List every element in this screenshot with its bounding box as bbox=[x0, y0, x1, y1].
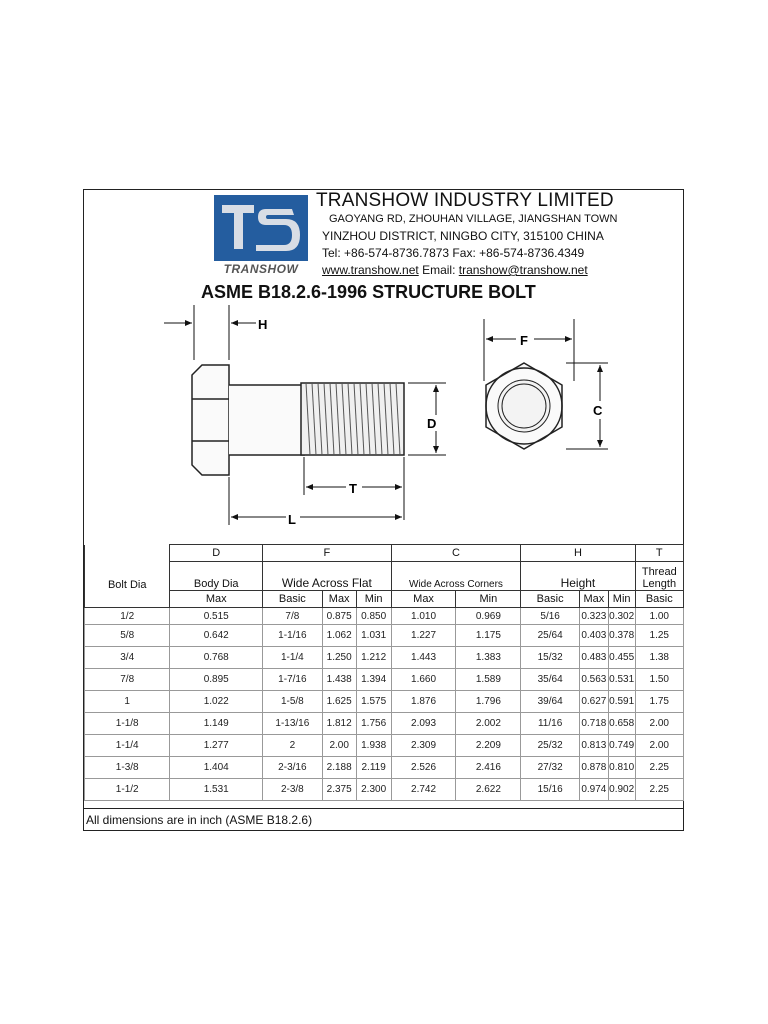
website-link[interactable]: www.transhow.net bbox=[322, 263, 419, 277]
cell-t-basic: 1.50 bbox=[635, 669, 683, 691]
sub-empty bbox=[85, 591, 170, 608]
cell-f-min: 0.850 bbox=[356, 608, 391, 625]
cell-c-max: 2.093 bbox=[391, 713, 456, 735]
cell-t-basic: 1.00 bbox=[635, 608, 683, 625]
cell-c-min: 1.589 bbox=[456, 669, 521, 691]
cell-f-max: 2.375 bbox=[322, 779, 356, 801]
cell-f-max: 2.00 bbox=[322, 735, 356, 757]
sub-f-max: Max bbox=[322, 591, 356, 608]
email-label: Email: bbox=[422, 263, 456, 277]
address-line-2: YINZHOU DISTRICT, NINGBO CITY, 315100 CHINA bbox=[322, 229, 604, 243]
cell-t-basic: 2.00 bbox=[635, 735, 683, 757]
cell-h-basic: 15/32 bbox=[521, 647, 580, 669]
cell-body-dia: 1.277 bbox=[170, 735, 263, 757]
cell-f-basic: 1-7/16 bbox=[263, 669, 323, 691]
table-body bbox=[85, 608, 684, 801]
standard-title: ASME B18.2.6-1996 STRUCTURE BOLT bbox=[201, 282, 536, 302]
cell-c-max: 2.526 bbox=[391, 757, 456, 779]
cell-t-basic: 1.25 bbox=[635, 625, 683, 647]
cell-f-min: 1.756 bbox=[356, 713, 391, 735]
cell-f-basic: 2 bbox=[263, 735, 323, 757]
cell-bolt-dia: 5/8 bbox=[85, 625, 170, 647]
col-group-c: C bbox=[391, 545, 521, 562]
cell-bolt-dia: 1/2 bbox=[85, 608, 170, 625]
cell-t-basic: 2.25 bbox=[635, 757, 683, 779]
cell-c-min: 1.383 bbox=[456, 647, 521, 669]
cell-t-basic: 2.00 bbox=[635, 713, 683, 735]
cell-f-max: 2.188 bbox=[322, 757, 356, 779]
cell-f-basic: 2-3/16 bbox=[263, 757, 323, 779]
sub-f-min: Min bbox=[356, 591, 391, 608]
cell-f-basic: 2-3/8 bbox=[263, 779, 323, 801]
transhow-logo bbox=[214, 195, 308, 261]
cell-f-max: 1.250 bbox=[322, 647, 356, 669]
cell-body-dia: 1.404 bbox=[170, 757, 263, 779]
sub-f-basic: Basic bbox=[263, 591, 323, 608]
cell-f-max: 1.812 bbox=[322, 713, 356, 735]
cell-h-basic: 39/64 bbox=[521, 691, 580, 713]
cell-body-dia: 0.895 bbox=[170, 669, 263, 691]
header-thread-length-line1: Thread bbox=[641, 566, 677, 578]
cell-bolt-dia: 1-1/2 bbox=[85, 779, 170, 801]
cell-c-min: 1.175 bbox=[456, 625, 521, 647]
cell-h-min: 0.810 bbox=[608, 757, 635, 779]
cell-bolt-dia: 1-1/4 bbox=[85, 735, 170, 757]
cell-h-min: 0.749 bbox=[608, 735, 635, 757]
cell-body-dia: 0.515 bbox=[170, 608, 263, 625]
cell-t-basic: 2.25 bbox=[635, 779, 683, 801]
logo-wordmark: TRANSHOW bbox=[223, 262, 299, 276]
cell-f-min: 1.031 bbox=[356, 625, 391, 647]
bolt-head bbox=[192, 365, 229, 475]
cell-h-min: 0.902 bbox=[608, 779, 635, 801]
table-row bbox=[85, 625, 684, 647]
header-bolt-dia: Bolt Dia bbox=[85, 562, 170, 591]
dim-h bbox=[164, 305, 256, 360]
sub-h-max: Max bbox=[579, 591, 608, 608]
table-group-row bbox=[85, 545, 684, 562]
cell-h-basic: 11/16 bbox=[521, 713, 580, 735]
dim-l bbox=[229, 477, 402, 525]
bolt-shank bbox=[229, 383, 404, 455]
header-thread-length bbox=[635, 562, 683, 591]
table-row bbox=[85, 691, 684, 713]
cell-f-min: 1.394 bbox=[356, 669, 391, 691]
sub-c-max: Max bbox=[391, 591, 456, 608]
cell-h-basic: 27/32 bbox=[521, 757, 580, 779]
cell-c-min: 2.416 bbox=[456, 757, 521, 779]
web-contact bbox=[322, 263, 588, 277]
cell-body-dia: 1.531 bbox=[170, 779, 263, 801]
header-wide-corners: Wide Across Corners bbox=[391, 562, 521, 591]
cell-t-basic: 1.75 bbox=[635, 691, 683, 713]
table-row bbox=[85, 647, 684, 669]
cell-h-max: 0.718 bbox=[579, 713, 608, 735]
cell-f-max: 1.625 bbox=[322, 691, 356, 713]
cell-f-basic: 7/8 bbox=[263, 608, 323, 625]
header-height: Height bbox=[521, 562, 635, 591]
cell-f-min: 1.938 bbox=[356, 735, 391, 757]
cell-body-dia: 0.768 bbox=[170, 647, 263, 669]
cell-c-min: 2.622 bbox=[456, 779, 521, 801]
table-row bbox=[85, 779, 684, 801]
col-group-f: F bbox=[263, 545, 392, 562]
cell-c-min: 2.209 bbox=[456, 735, 521, 757]
cell-f-basic: 1-1/4 bbox=[263, 647, 323, 669]
footer-note: All dimensions are in inch (ASME B18.2.6) bbox=[84, 808, 684, 830]
cell-h-max: 0.627 bbox=[579, 691, 608, 713]
cell-h-max: 0.974 bbox=[579, 779, 608, 801]
cell-c-max: 1.876 bbox=[391, 691, 456, 713]
cell-c-max: 1.010 bbox=[391, 608, 456, 625]
label-t: T bbox=[349, 481, 357, 496]
cell-bolt-dia: 1 bbox=[85, 691, 170, 713]
cell-bolt-dia: 1-3/8 bbox=[85, 757, 170, 779]
cell-f-max: 1.062 bbox=[322, 625, 356, 647]
table-row bbox=[85, 735, 684, 757]
cell-f-basic: 1-13/16 bbox=[263, 713, 323, 735]
address-line-1: GAOYANG RD, ZHOUHAN VILLAGE, JIANGSHAN TOWN bbox=[329, 213, 618, 225]
header-thread-length-line2: Length bbox=[642, 578, 677, 590]
cell-c-max: 1.227 bbox=[391, 625, 456, 647]
ts-logo-icon bbox=[214, 195, 308, 261]
cell-c-max: 2.742 bbox=[391, 779, 456, 801]
label-l: L bbox=[288, 512, 296, 527]
label-c: C bbox=[593, 403, 603, 418]
cell-f-min: 2.119 bbox=[356, 757, 391, 779]
bolt-end-view bbox=[486, 363, 562, 449]
dimensions-table bbox=[84, 544, 684, 801]
header-wide-flat: Wide Across Flat bbox=[263, 562, 392, 591]
sub-h-basic: Basic bbox=[521, 591, 580, 608]
cell-h-min: 0.455 bbox=[608, 647, 635, 669]
cell-f-basic: 1-5/8 bbox=[263, 691, 323, 713]
cell-c-max: 2.309 bbox=[391, 735, 456, 757]
cell-body-dia: 1.149 bbox=[170, 713, 263, 735]
cell-h-basic: 35/64 bbox=[521, 669, 580, 691]
cell-h-min: 0.302 bbox=[608, 608, 635, 625]
cell-body-dia: 0.642 bbox=[170, 625, 263, 647]
cell-h-basic: 15/16 bbox=[521, 779, 580, 801]
cell-h-max: 0.813 bbox=[579, 735, 608, 757]
cell-bolt-dia: 3/4 bbox=[85, 647, 170, 669]
col-group-h: H bbox=[521, 545, 635, 562]
cell-bolt-dia: 7/8 bbox=[85, 669, 170, 691]
cell-h-min: 0.531 bbox=[608, 669, 635, 691]
table-row bbox=[85, 669, 684, 691]
company-name: TRANSHOW INDUSTRY LIMITED bbox=[316, 190, 614, 211]
bolt-drawing bbox=[84, 305, 685, 545]
cell-bolt-dia: 1-1/8 bbox=[85, 713, 170, 735]
table-sub-row bbox=[85, 591, 684, 608]
cell-h-max: 0.403 bbox=[579, 625, 608, 647]
cell-c-min: 2.002 bbox=[456, 713, 521, 735]
cell-c-min: 0.969 bbox=[456, 608, 521, 625]
cell-h-max: 0.563 bbox=[579, 669, 608, 691]
sub-c-min: Min bbox=[456, 591, 521, 608]
header-body-dia: Body Dia bbox=[170, 562, 263, 591]
cell-f-min: 1.575 bbox=[356, 691, 391, 713]
cell-c-min: 1.796 bbox=[456, 691, 521, 713]
cell-f-min: 1.212 bbox=[356, 647, 391, 669]
label-d: D bbox=[427, 416, 437, 431]
cell-t-basic: 1.38 bbox=[635, 647, 683, 669]
table-row bbox=[85, 608, 684, 625]
sub-h-min: Min bbox=[608, 591, 635, 608]
corner-cell bbox=[85, 545, 170, 562]
cell-f-min: 2.300 bbox=[356, 779, 391, 801]
cell-f-max: 1.438 bbox=[322, 669, 356, 691]
sub-t-basic: Basic bbox=[635, 591, 683, 608]
cell-h-basic: 25/64 bbox=[521, 625, 580, 647]
table-name-row bbox=[85, 562, 684, 591]
table-row bbox=[85, 757, 684, 779]
cell-c-max: 1.443 bbox=[391, 647, 456, 669]
col-group-t: T bbox=[635, 545, 683, 562]
datasheet bbox=[83, 189, 684, 831]
cell-h-basic: 25/32 bbox=[521, 735, 580, 757]
sub-d-max: Max bbox=[170, 591, 263, 608]
cell-body-dia: 1.022 bbox=[170, 691, 263, 713]
cell-f-basic: 1-1/16 bbox=[263, 625, 323, 647]
cell-h-max: 0.323 bbox=[579, 608, 608, 625]
cell-f-max: 0.875 bbox=[322, 608, 356, 625]
cell-h-max: 0.483 bbox=[579, 647, 608, 669]
contact-phone-fax: Tel: +86-574-8736.7873 Fax: +86-574-8736.4349 bbox=[322, 246, 585, 260]
cell-c-max: 1.660 bbox=[391, 669, 456, 691]
cell-h-min: 0.378 bbox=[608, 625, 635, 647]
cell-h-max: 0.878 bbox=[579, 757, 608, 779]
table-row bbox=[85, 713, 684, 735]
col-group-d: D bbox=[170, 545, 263, 562]
cell-h-basic: 5/16 bbox=[521, 608, 580, 625]
email-link[interactable]: transhow@transhow.net bbox=[458, 263, 588, 277]
cell-h-min: 0.591 bbox=[608, 691, 635, 713]
label-f: F bbox=[520, 333, 528, 348]
label-h: H bbox=[258, 317, 268, 332]
cell-h-min: 0.658 bbox=[608, 713, 635, 735]
